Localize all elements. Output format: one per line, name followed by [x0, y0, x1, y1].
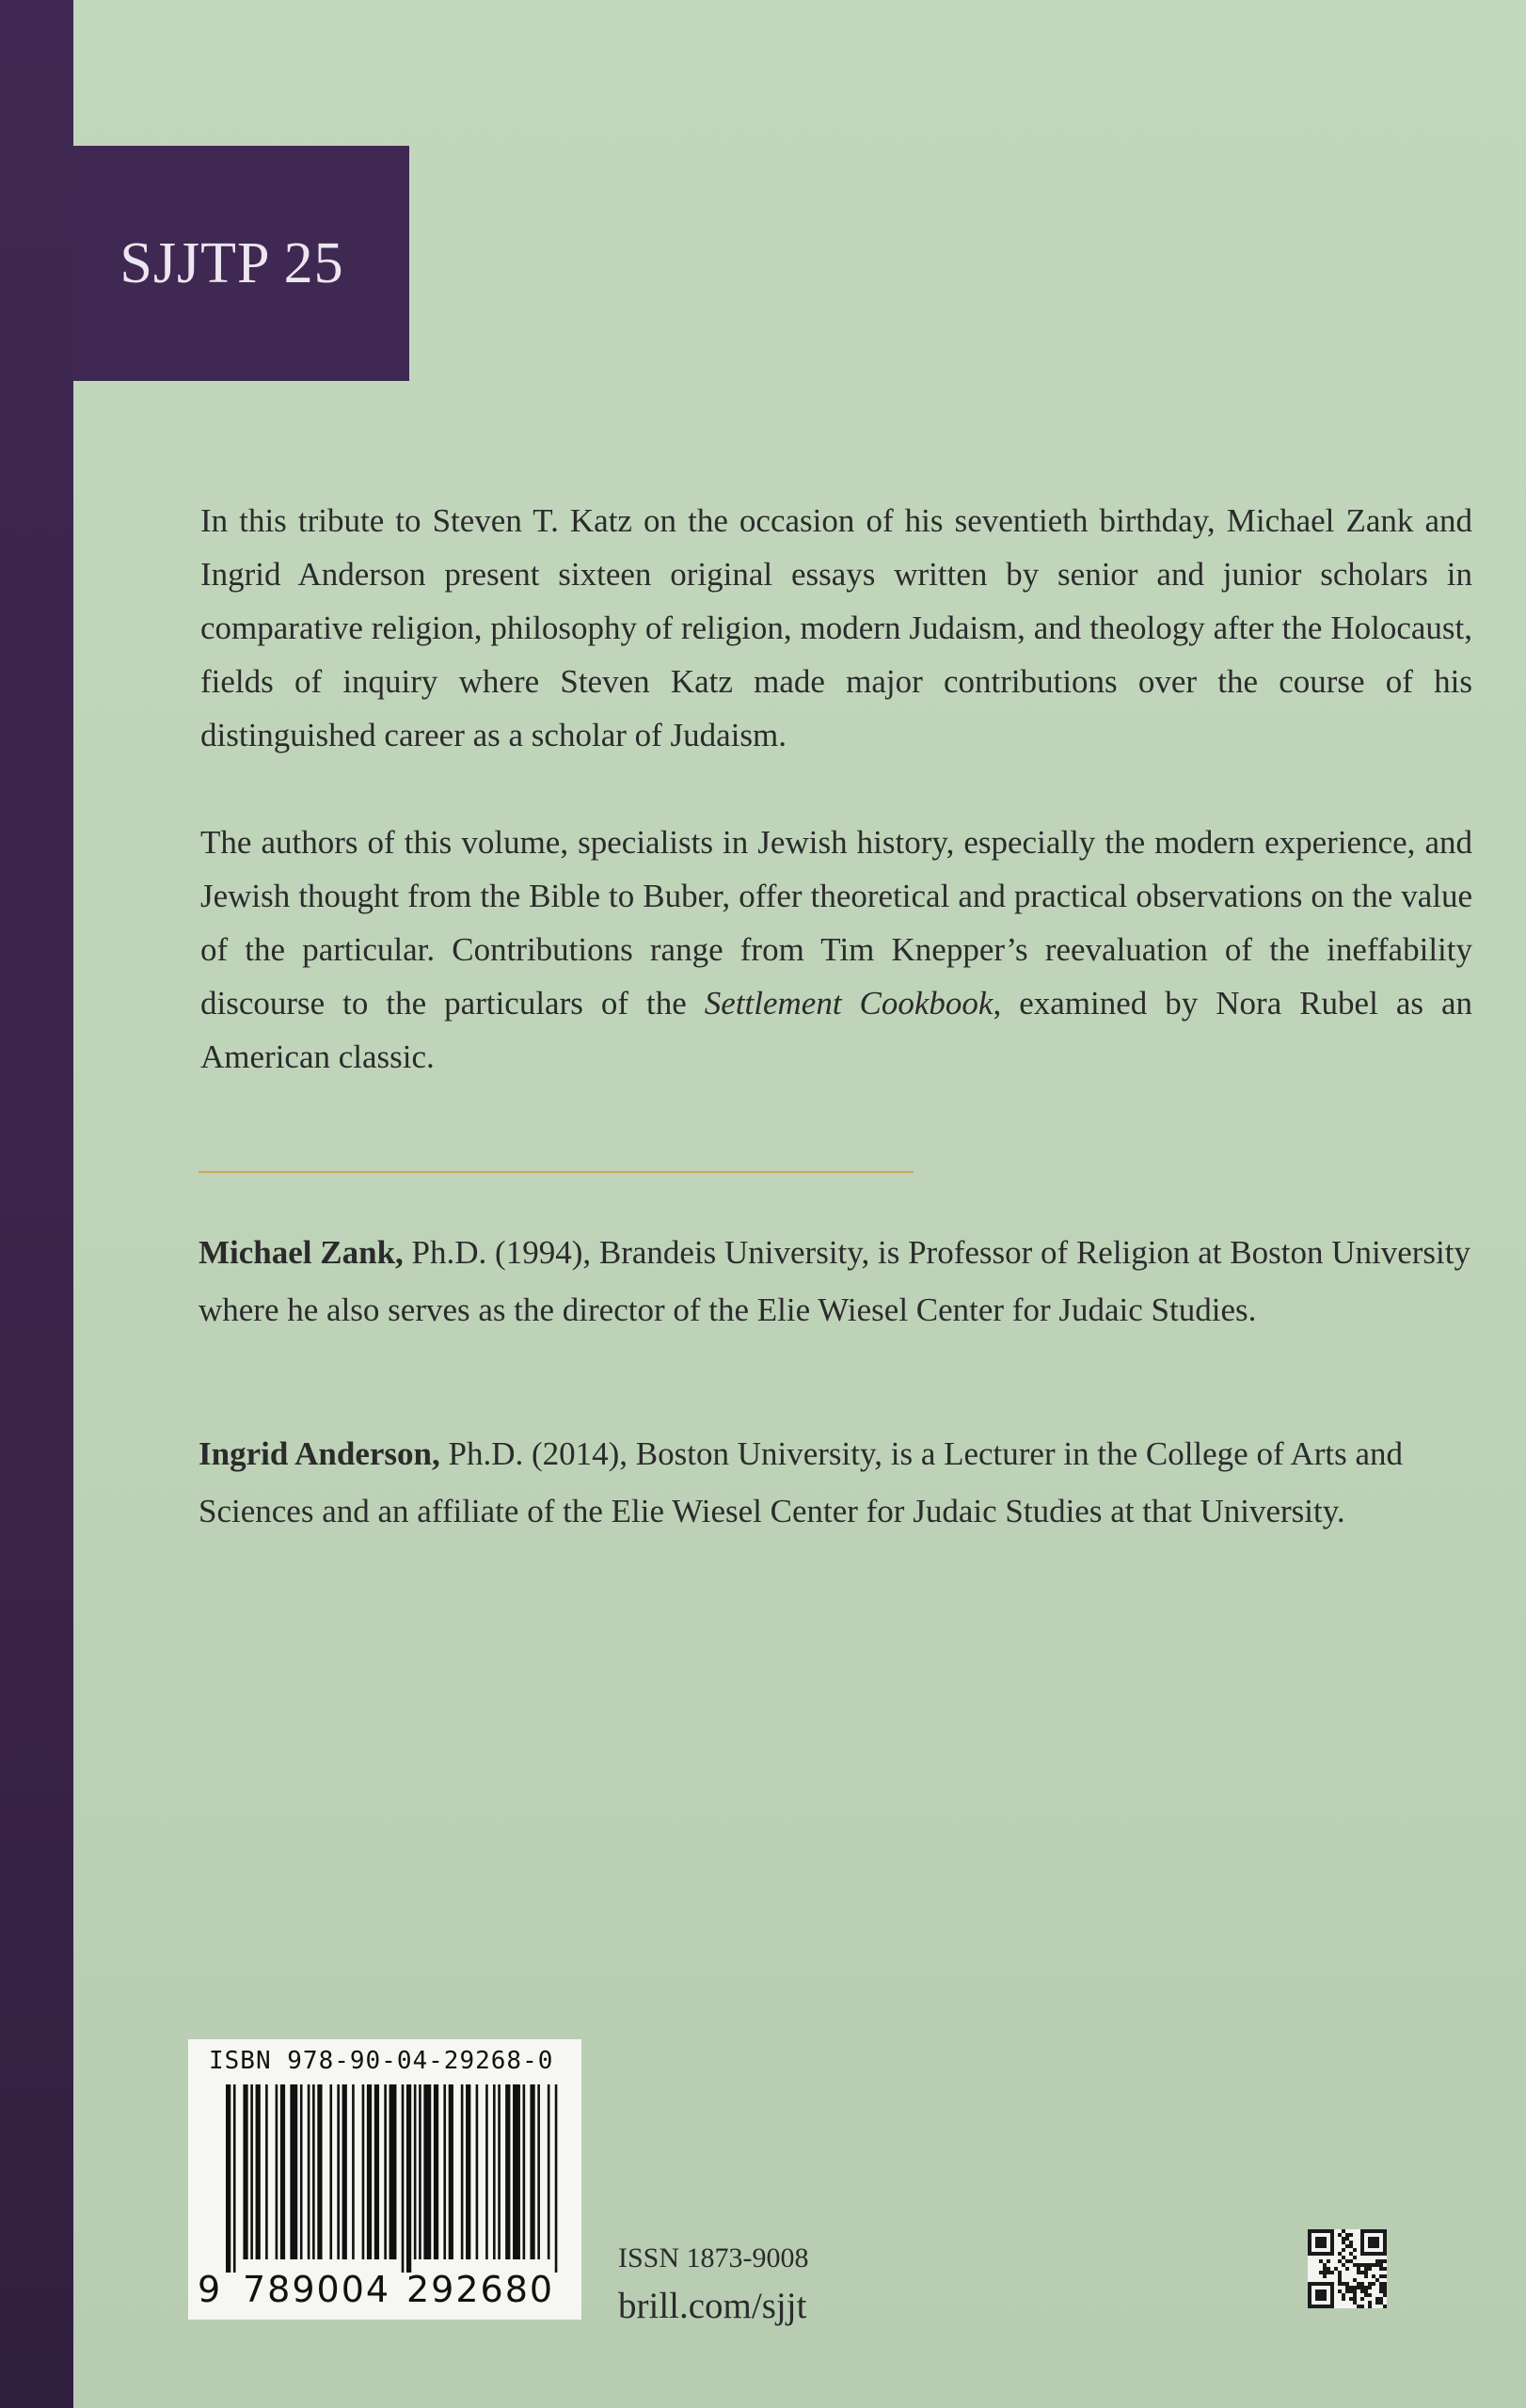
barcode-digits-left: 789004	[243, 2269, 391, 2310]
qr-module	[1379, 2252, 1383, 2256]
qr-module	[1368, 2237, 1372, 2241]
qr-module	[1327, 2267, 1330, 2271]
series-badge	[73, 146, 409, 381]
qr-module	[1375, 2244, 1379, 2248]
qr-module	[1360, 2248, 1364, 2252]
isbn-label: ISBN 978-90-04-29268-0	[209, 2047, 554, 2075]
qr-module	[1364, 2293, 1368, 2297]
barcode-bar	[423, 2084, 431, 2259]
qr-module	[1323, 2267, 1327, 2271]
qr-module	[1308, 2229, 1311, 2233]
barcode-bar	[233, 2084, 236, 2273]
qr-module	[1349, 2259, 1353, 2263]
qr-module	[1379, 2301, 1383, 2305]
qr-module	[1383, 2289, 1387, 2293]
author-bio-michael-zank	[199, 1224, 1470, 1339]
barcode-bar	[280, 2084, 285, 2259]
qr-module	[1330, 2248, 1334, 2252]
qr-module	[1330, 2241, 1334, 2244]
qr-module	[1330, 2297, 1334, 2301]
qr-module	[1353, 2263, 1357, 2267]
publisher-website: brill.com/sjjt	[618, 2286, 807, 2326]
qr-module	[1345, 2233, 1349, 2237]
qr-module	[1368, 2241, 1372, 2244]
barcode-bar	[312, 2084, 315, 2259]
qr-module	[1360, 2286, 1364, 2289]
gold-divider	[199, 1171, 914, 1173]
qr-module	[1323, 2241, 1327, 2244]
qr-module	[1353, 2301, 1357, 2305]
qr-module	[1308, 2252, 1311, 2256]
qr-module	[1345, 2282, 1349, 2286]
qr-module	[1372, 2252, 1375, 2256]
qr-module	[1338, 2289, 1342, 2293]
qr-module	[1383, 2233, 1387, 2237]
barcode-bar	[384, 2084, 387, 2259]
qr-module	[1330, 2229, 1334, 2233]
qr-module	[1315, 2241, 1319, 2244]
qr-module	[1379, 2263, 1383, 2267]
qr-module	[1372, 2237, 1375, 2241]
qr-module	[1375, 2297, 1379, 2301]
qr-module	[1319, 2244, 1323, 2248]
qr-module	[1364, 2267, 1368, 2271]
qr-module	[1375, 2263, 1379, 2267]
qr-module	[1368, 2293, 1372, 2297]
author-bio-text: Ph.D. (1994), Brandeis University, is Professor of Religion at Boston University where he also serves as the director of the Elie Wiesel Center for Judaic Studies.	[199, 1234, 1470, 1328]
qr-module	[1360, 2229, 1364, 2233]
qr-module	[1379, 2274, 1383, 2278]
barcode-bar	[406, 2084, 411, 2273]
barcode-bar	[461, 2084, 464, 2259]
qr-module	[1375, 2237, 1379, 2241]
qr-module	[1319, 2297, 1323, 2301]
qr-module	[1338, 2252, 1342, 2256]
barcode-bar	[513, 2084, 520, 2259]
qr-module	[1375, 2278, 1379, 2282]
barcode-bar	[317, 2084, 322, 2259]
qr-module	[1383, 2248, 1387, 2252]
qr-module	[1364, 2286, 1368, 2289]
qr-module	[1308, 2301, 1311, 2305]
qr-module	[1342, 2241, 1345, 2244]
barcode-bar	[485, 2084, 488, 2259]
qr-module	[1311, 2305, 1315, 2308]
qr-module	[1342, 2229, 1345, 2233]
qr-module	[1360, 2244, 1364, 2248]
description-paragraph-2	[200, 816, 1472, 1084]
qr-module	[1319, 2271, 1323, 2274]
author-bio-text: Ph.D. (2014), Boston University, is a Lecturer in the College of Arts and Sciences and an affiliate of the Elie Wiesel Center for Judaic Studies at that University.	[199, 1435, 1404, 1529]
qr-module	[1327, 2252, 1330, 2256]
qr-module	[1379, 2267, 1383, 2271]
qr-module	[1308, 2305, 1311, 2308]
qr-module	[1349, 2297, 1353, 2301]
qr-module	[1323, 2297, 1327, 2301]
qr-module	[1345, 2244, 1349, 2248]
qr-module	[1342, 2293, 1345, 2297]
qr-module	[1342, 2282, 1345, 2286]
issn-number: ISSN 1873-9008	[618, 2242, 809, 2273]
qr-module	[1375, 2241, 1379, 2244]
qr-module	[1308, 2282, 1311, 2286]
barcode-bar	[443, 2084, 446, 2259]
qr-module	[1372, 2274, 1375, 2278]
qr-module	[1383, 2229, 1387, 2233]
qr-module	[1368, 2301, 1372, 2305]
barcode-bar	[290, 2084, 297, 2259]
qr-module	[1368, 2244, 1372, 2248]
qr-module	[1323, 2229, 1327, 2233]
qr-module	[1375, 2301, 1379, 2305]
description-paragraph-2-end: , examined by Nora Rubel as an American classic.	[200, 985, 1473, 1075]
barcode-bar	[523, 2084, 526, 2259]
qr-module	[1330, 2237, 1334, 2241]
qr-module	[1360, 2282, 1364, 2286]
barcode-bar	[337, 2084, 340, 2259]
barcode-bar	[402, 2084, 405, 2273]
qr-module	[1353, 2248, 1357, 2252]
qr-module	[1364, 2263, 1368, 2267]
qr-module	[1360, 2271, 1364, 2274]
qr-module	[1308, 2289, 1311, 2293]
qr-module	[1308, 2241, 1311, 2244]
qr-module	[1323, 2244, 1327, 2248]
qr-module	[1311, 2282, 1315, 2286]
qr-module	[1327, 2229, 1330, 2233]
barcode-bar	[419, 2084, 421, 2259]
barcode-bar	[493, 2084, 496, 2259]
qr-module	[1315, 2237, 1319, 2241]
qr-module	[1360, 2297, 1364, 2301]
qr-module	[1372, 2241, 1375, 2244]
qr-module	[1368, 2267, 1372, 2271]
qr-module	[1323, 2271, 1327, 2274]
qr-module	[1327, 2305, 1330, 2308]
qr-module	[1315, 2297, 1319, 2301]
qr-module	[1353, 2278, 1357, 2282]
qr-module	[1345, 2286, 1349, 2289]
barcode-bar	[530, 2084, 534, 2259]
author-name: Michael Zank,	[199, 1234, 404, 1271]
qr-module	[1383, 2305, 1387, 2308]
barcode-bar	[389, 2084, 397, 2259]
qr-module	[1319, 2237, 1323, 2241]
qr-module	[1353, 2286, 1357, 2289]
qr-module	[1327, 2271, 1330, 2274]
qr-module	[1360, 2237, 1364, 2241]
qr-module	[1342, 2237, 1345, 2241]
qr-module	[1323, 2274, 1327, 2278]
qr-module	[1368, 2252, 1372, 2256]
qr-module	[1372, 2229, 1375, 2233]
qr-module	[1342, 2297, 1345, 2301]
qr-module	[1375, 2259, 1379, 2263]
qr-module	[1311, 2252, 1315, 2256]
qr-module	[1375, 2229, 1379, 2233]
description-paragraph-2-start: The authors of this volume, specialists in Jewish history, especially the modern experience, and Jewish thought from the Bible to Buber, offer theoretical and practical observations on the value of the particular. Contributions range from Tim Knepper’s reevaluation of the ineffability discourse to the particulars of the	[200, 824, 1472, 1022]
qr-module	[1368, 2282, 1372, 2286]
qr-module	[1308, 2297, 1311, 2301]
qr-module	[1383, 2244, 1387, 2248]
qr-module	[1345, 2259, 1349, 2263]
qr-module	[1319, 2252, 1323, 2256]
qr-module	[1368, 2305, 1372, 2308]
book-title-settlement-cookbook: Settlement Cookbook	[704, 985, 993, 1022]
qr-module	[1353, 2297, 1357, 2301]
qr-module	[1353, 2289, 1357, 2293]
qr-module	[1327, 2282, 1330, 2286]
barcode-bar	[374, 2084, 379, 2259]
qr-module	[1315, 2293, 1319, 2297]
barcode-bar	[449, 2084, 453, 2259]
qr-module	[1375, 2252, 1379, 2256]
qr-module	[1334, 2267, 1338, 2271]
qr-module	[1319, 2241, 1323, 2244]
qr-module	[1330, 2286, 1334, 2289]
qr-module	[1327, 2259, 1330, 2263]
qr-module	[1319, 2293, 1323, 2297]
qr-module	[1372, 2282, 1375, 2286]
barcode-bar	[555, 2084, 558, 2273]
qr-module	[1308, 2286, 1311, 2289]
qr-module	[1311, 2229, 1315, 2233]
qr-module	[1330, 2282, 1334, 2286]
barcode-bar	[329, 2084, 332, 2259]
qr-module	[1345, 2289, 1349, 2293]
qr-module	[1368, 2229, 1372, 2233]
barcode-bar	[498, 2084, 501, 2259]
qr-module	[1353, 2293, 1357, 2297]
qr-module	[1330, 2233, 1334, 2237]
barcode-bar	[505, 2084, 510, 2259]
qr-module	[1372, 2244, 1375, 2248]
qr-module	[1323, 2305, 1327, 2308]
qr-module	[1349, 2289, 1353, 2293]
barcode-bar	[243, 2084, 247, 2259]
qr-module	[1360, 2305, 1364, 2308]
barcode-digits-right: 292680	[406, 2269, 555, 2310]
qr-module	[1338, 2278, 1342, 2282]
qr-module	[1383, 2241, 1387, 2244]
qr-module	[1308, 2233, 1311, 2237]
barcode-bar	[414, 2084, 417, 2259]
barcode-bar	[466, 2084, 470, 2259]
qr-module	[1323, 2237, 1327, 2241]
qr-module	[1308, 2244, 1311, 2248]
qr-module	[1342, 2248, 1345, 2252]
description-paragraph-1	[200, 494, 1472, 762]
qr-module	[1330, 2293, 1334, 2297]
qr-module	[1383, 2267, 1387, 2271]
qr-module	[1379, 2286, 1383, 2289]
barcode-bar	[548, 2084, 550, 2259]
qr-module	[1342, 2263, 1345, 2267]
purple-spine-band	[0, 0, 73, 2408]
qr-module	[1330, 2252, 1334, 2256]
qr-module	[1379, 2259, 1383, 2263]
barcode-bar	[434, 2084, 438, 2259]
qr-module	[1323, 2252, 1327, 2256]
qr-module	[1330, 2244, 1334, 2248]
qr-module	[1364, 2229, 1368, 2233]
qr-module	[1330, 2271, 1334, 2274]
qr-module	[1338, 2282, 1342, 2286]
barcode-bar	[367, 2084, 372, 2259]
qr-module	[1383, 2259, 1387, 2263]
qr-module	[1308, 2293, 1311, 2297]
qr-module	[1360, 2252, 1364, 2256]
qr-module	[1308, 2237, 1311, 2241]
qr-module	[1383, 2237, 1387, 2241]
qr-module	[1308, 2248, 1311, 2252]
barcode-bar	[226, 2084, 230, 2273]
qr-module	[1323, 2282, 1327, 2286]
qr-module	[1323, 2263, 1327, 2267]
qr-module	[1330, 2301, 1334, 2305]
qr-module	[1364, 2252, 1368, 2256]
qr-module	[1357, 2271, 1360, 2274]
qr-module	[1357, 2282, 1360, 2286]
qr-module	[1383, 2293, 1387, 2297]
qr-module	[1349, 2286, 1353, 2289]
qr-module	[1345, 2237, 1349, 2241]
qr-module	[1379, 2229, 1383, 2233]
barcode-bar	[342, 2084, 347, 2259]
qr-module	[1315, 2282, 1319, 2286]
qr-module	[1349, 2244, 1353, 2248]
qr-module	[1315, 2244, 1319, 2248]
qr-module	[1360, 2233, 1364, 2237]
qr-module	[1349, 2241, 1353, 2244]
barcode-digit-lead: 9	[198, 2269, 221, 2310]
qr-module	[1379, 2297, 1383, 2301]
qr-module	[1379, 2282, 1383, 2286]
qr-module	[1357, 2267, 1360, 2271]
qr-module	[1330, 2305, 1334, 2308]
qr-module	[1338, 2259, 1342, 2263]
barcode-bar	[537, 2084, 540, 2259]
qr-module	[1364, 2271, 1368, 2274]
qr-module	[1357, 2286, 1360, 2289]
qr-module	[1349, 2252, 1353, 2256]
qr-module	[1315, 2289, 1319, 2293]
barcode-bar	[250, 2084, 253, 2259]
barcode-bar	[352, 2084, 355, 2259]
qr-module	[1315, 2305, 1319, 2308]
qr-module	[1323, 2289, 1327, 2293]
qr-module	[1319, 2305, 1323, 2308]
qr-module	[1319, 2229, 1323, 2233]
barcode-bar	[256, 2084, 261, 2259]
qr-module	[1338, 2274, 1342, 2278]
qr-module	[1319, 2259, 1323, 2263]
qr-module	[1379, 2289, 1383, 2293]
qr-module	[1368, 2263, 1372, 2267]
qr-module	[1360, 2263, 1364, 2267]
qr-module	[1360, 2289, 1364, 2293]
qr-module	[1360, 2241, 1364, 2244]
qr-module	[1342, 2256, 1345, 2259]
qr-module	[1330, 2289, 1334, 2293]
qr-module	[1349, 2233, 1353, 2237]
barcode-bar	[276, 2084, 278, 2259]
barcode-bar	[476, 2084, 479, 2259]
qr-module	[1345, 2267, 1349, 2271]
barcode-bar	[300, 2084, 303, 2259]
description-paragraph-1-text: In this tribute to Steven T. Katz on the occasion of his seventieth birthday, Michael Zank and Ingrid Anderson present sixteen original essays written by senior and junior scholars in comparative religion, philosophy of religion, modern Judaism, and theology after the Holocaust, fields of inquiry where Steven Katz made major contributions over the course of his distinguished career as a scholar of Judaism.	[200, 502, 1472, 753]
qr-module	[1383, 2252, 1387, 2256]
qr-module	[1323, 2293, 1327, 2297]
qr-module	[1372, 2263, 1375, 2267]
qr-module	[1353, 2256, 1357, 2259]
author-bio-ingrid-anderson	[199, 1425, 1470, 1540]
qr-module	[1315, 2252, 1319, 2256]
author-name: Ingrid Anderson,	[199, 1435, 440, 1472]
isbn-barcode	[188, 2039, 581, 2320]
qr-module	[1338, 2233, 1342, 2237]
qr-module	[1368, 2286, 1372, 2289]
qr-module	[1383, 2274, 1387, 2278]
qr-module	[1357, 2305, 1360, 2308]
barcode-bar	[308, 2084, 310, 2259]
qr-code-icon	[1308, 2229, 1387, 2308]
qr-module	[1357, 2263, 1360, 2267]
barcode-bars	[226, 2084, 560, 2273]
qr-module	[1364, 2289, 1368, 2293]
qr-module	[1364, 2274, 1368, 2278]
qr-module	[1383, 2286, 1387, 2289]
qr-module	[1319, 2282, 1323, 2286]
qr-module	[1383, 2282, 1387, 2286]
barcode-bar	[265, 2084, 268, 2259]
barcode-bar	[362, 2084, 365, 2259]
qr-module	[1338, 2271, 1342, 2274]
qr-module	[1319, 2289, 1323, 2293]
series-label: SJJTP 25	[119, 230, 344, 295]
qr-module	[1315, 2229, 1319, 2233]
